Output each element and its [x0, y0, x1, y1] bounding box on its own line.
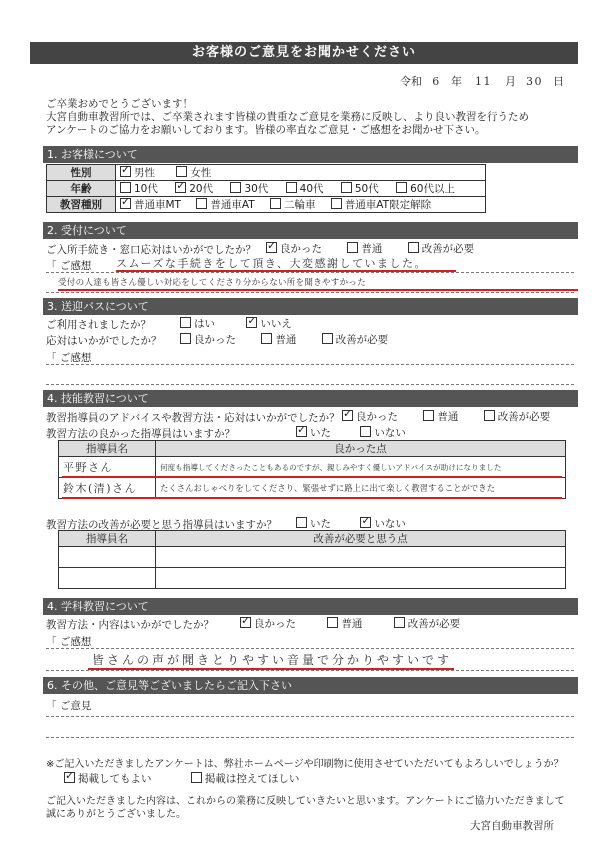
license-type-label: 教習種別: [47, 197, 116, 213]
customer-table: [46, 164, 486, 213]
option[interactable]: 普通: [347, 241, 382, 256]
classroom-comment[interactable]: 皆さんの声が聞きとりやすい音量で分かりやすいです: [92, 653, 453, 667]
bus-comment-label: 「 ご感想: [46, 352, 92, 364]
option[interactable]: いない: [360, 425, 406, 440]
license-option[interactable]: 二輪車: [270, 197, 316, 212]
gender-option[interactable]: ✓ 男性: [120, 165, 155, 180]
classroom-question: 教習方法・内容はいかがでしたか？: [46, 619, 214, 631]
instructor-name[interactable]: 鈴木(清)さん: [59, 478, 156, 499]
checkbox-icon[interactable]: [286, 182, 297, 193]
checkbox-icon[interactable]: [296, 426, 307, 437]
checkbox-icon[interactable]: [246, 317, 257, 328]
checkbox-icon[interactable]: [180, 333, 191, 344]
checkbox-icon[interactable]: [347, 242, 358, 253]
option[interactable]: 普通: [327, 616, 362, 631]
gender-options: [116, 165, 486, 181]
consent-options: [64, 771, 299, 786]
header-improvement-points: 改善が必要と思う点: [156, 531, 566, 547]
driving-options: [342, 409, 550, 424]
age-option[interactable]: 10代: [120, 181, 158, 196]
option[interactable]: 改善が必要: [484, 409, 551, 424]
date-month-unit: 月: [505, 75, 516, 88]
option[interactable]: 普通: [261, 332, 296, 347]
option[interactable]: 改善が必要: [322, 332, 389, 347]
date-row: [400, 73, 564, 89]
reception-question: ご入所手続き・窓口応対はいかがでしたか？: [46, 244, 256, 256]
closing-line: 誠にありがとうございました。: [46, 809, 186, 820]
reception-comment-line2[interactable]: 受付の人達も皆さん優しい対応をしてくださり分からない所を聞きやすかった: [58, 278, 367, 288]
option[interactable]: はい: [180, 316, 215, 331]
classroom-comment-label: 「 ご感想: [46, 636, 92, 648]
closing-line: ご記入いただきました内容は、これからの業務に反映していきたいと思います。アンケートにご協力いただきまして: [46, 796, 565, 807]
bus-service-options: [180, 332, 388, 347]
date-day-unit: 日: [553, 75, 564, 88]
classroom-options: [240, 616, 460, 631]
red-underline: [62, 497, 562, 499]
consent-question: ※ご記入いただきましたアンケートは、弊社ホームページや印刷物に使用させていただいてもよろしいでしょうか？: [46, 759, 564, 770]
option[interactable]: ✓ いた: [296, 425, 331, 440]
good-point[interactable]: 何度も指導してくださったこともあるのですが、親しみやすく優しいアドバイスが助けになりました: [156, 457, 566, 478]
checkbox-icon[interactable]: [360, 426, 371, 437]
option[interactable]: ✓ 良かった: [266, 241, 322, 256]
checkbox-icon[interactable]: [331, 198, 342, 209]
bad-instructor-options: [296, 516, 406, 531]
checkbox-icon[interactable]: [120, 166, 131, 177]
red-underline: [58, 289, 578, 291]
bus-service-question: 応対はいかがでしたか？: [46, 335, 162, 347]
age-option[interactable]: ✓ 20代: [175, 181, 213, 196]
license-option[interactable]: 普通車AT: [196, 197, 254, 212]
checkbox-icon[interactable]: [240, 617, 251, 628]
empty-cell[interactable]: [156, 568, 566, 589]
checkbox-icon[interactable]: [175, 182, 186, 193]
checkbox-icon[interactable]: [396, 182, 407, 193]
checkbox-icon[interactable]: [266, 242, 277, 253]
checkbox-icon[interactable]: [360, 517, 371, 528]
age-option[interactable]: 60代以上: [396, 181, 455, 196]
date-day[interactable]: 30: [526, 75, 543, 88]
option[interactable]: 普通: [423, 409, 458, 424]
checkbox-icon[interactable]: [261, 333, 272, 344]
section-other-header: 6. その他、ご意見等ございましたらご記入下さい: [43, 677, 578, 694]
checkbox-icon[interactable]: [176, 166, 187, 177]
empty-cell[interactable]: [59, 547, 156, 568]
section-driving-header: 4. 技能教習について: [43, 390, 578, 407]
comment-line: [46, 716, 574, 717]
comment-line: [46, 670, 574, 671]
comment-line: [46, 292, 574, 293]
checkbox-icon[interactable]: [120, 198, 131, 209]
section-customer-header: 1. お客様について: [43, 146, 578, 163]
checkbox-icon[interactable]: [342, 410, 353, 421]
age-label: 年齢: [47, 181, 116, 197]
reception-comment-line1[interactable]: スムーズな手続きをして頂き、大変感謝していました。: [116, 257, 427, 270]
comment-line: [46, 384, 574, 385]
checkbox-icon[interactable]: [394, 617, 405, 628]
good-instructor-question: 教習方法の良かった指導員はいますか？: [46, 428, 235, 440]
comment-line: [46, 364, 574, 365]
date-era: 令和: [400, 75, 422, 88]
license-option[interactable]: 普通車AT限定解除: [331, 197, 431, 212]
license-type-options: [116, 197, 486, 213]
checkbox-icon[interactable]: [296, 517, 307, 528]
checkbox-icon[interactable]: [230, 182, 241, 193]
age-option[interactable]: 40代: [286, 181, 324, 196]
gender-option[interactable]: 女性: [176, 165, 211, 180]
instructor-name[interactable]: 平野さん: [59, 457, 156, 478]
comment-line: [46, 737, 574, 738]
consent-option[interactable]: 掲載は控えてほしい: [191, 771, 300, 786]
driving-question: 教習指導員のアドバイスや教習方法・応対はいかがでしたか？: [46, 412, 340, 424]
bad-instructor-question: 教習方法の改善が必要と思う指導員はいますか？: [46, 519, 277, 531]
header-instructor-name: 指導員名: [59, 531, 156, 547]
checkbox-icon[interactable]: [327, 617, 338, 628]
intro-line: アンケートのご協力をお願いしております。皆様の率直なご意見・ご感想をお聞かせ下さい。: [46, 124, 486, 136]
checkbox-icon[interactable]: [408, 242, 419, 253]
empty-cell[interactable]: [156, 547, 566, 568]
checkbox-icon[interactable]: [423, 410, 434, 421]
header-good-points: 良かった点: [156, 441, 566, 457]
reception-options: [266, 241, 474, 256]
date-year-unit: 年: [451, 75, 462, 88]
option[interactable]: いた: [296, 516, 331, 531]
age-options: [116, 181, 486, 197]
gender-label: 性別: [47, 165, 116, 181]
reception-comment-label: 「 ご感想: [46, 260, 92, 272]
option[interactable]: ✓ 良かった: [240, 616, 296, 631]
checkbox-icon[interactable]: [191, 772, 202, 783]
section-bus-header: 3. 送迎バスについて: [43, 298, 578, 315]
option[interactable]: ✓ 良かった: [342, 409, 398, 424]
good-point[interactable]: たくさんおしゃべりをしてくださり、緊張せずに路上に出て楽しく教習することができた: [156, 478, 566, 499]
checkbox-icon[interactable]: [64, 772, 75, 783]
age-option[interactable]: 30代: [230, 181, 268, 196]
good-instructor-table: [58, 440, 566, 499]
consent-option[interactable]: ✓掲載してもよい: [64, 771, 152, 786]
footer-school-name: 大宮自動車教習所: [470, 820, 554, 832]
checkbox-icon[interactable]: [484, 410, 495, 421]
license-option[interactable]: ✓ 普通車MT: [120, 197, 181, 212]
red-underline: [62, 476, 562, 478]
bus-use-options: [180, 316, 292, 331]
age-option[interactable]: 50代: [341, 181, 379, 196]
intro-line: ご卒業おめでとうございます！: [46, 98, 193, 110]
date-year[interactable]: 6: [432, 75, 441, 88]
checkbox-icon[interactable]: [196, 198, 207, 209]
checkbox-icon[interactable]: [322, 333, 333, 344]
comment-line: [46, 648, 574, 649]
intro-text: [46, 98, 529, 137]
checkbox-icon[interactable]: [120, 182, 131, 193]
good-instructor-options: [296, 425, 406, 440]
other-comment-label: 「 ご意見: [46, 700, 92, 712]
date-month[interactable]: 11: [475, 75, 492, 88]
bad-instructor-table: [58, 530, 566, 589]
checkbox-icon[interactable]: [341, 182, 352, 193]
comment-line: [46, 272, 574, 273]
checkbox-icon[interactable]: [180, 317, 191, 328]
checkbox-icon[interactable]: [270, 198, 281, 209]
intro-line: 大宮自動車教習所では、ご卒業されます皆様の貴重なご意見を業務に反映し、より良い教習を行うため: [46, 111, 529, 123]
header-instructor-name: 指導員名: [59, 441, 156, 457]
section-reception-header: 2. 受付について: [43, 222, 578, 239]
empty-cell[interactable]: [59, 568, 156, 589]
bus-use-question: ご利用されましたか？: [46, 319, 151, 331]
section-classroom-header: 4. 学科教習について: [43, 598, 578, 615]
option[interactable]: 改善が必要: [394, 616, 461, 631]
option[interactable]: 改善が必要: [408, 241, 475, 256]
option[interactable]: 良かった: [180, 332, 236, 347]
option[interactable]: ✓ いない: [360, 516, 406, 531]
page-title: お客様のご意見をお聞かせください: [30, 42, 578, 64]
option[interactable]: ✓ いいえ: [246, 316, 292, 331]
